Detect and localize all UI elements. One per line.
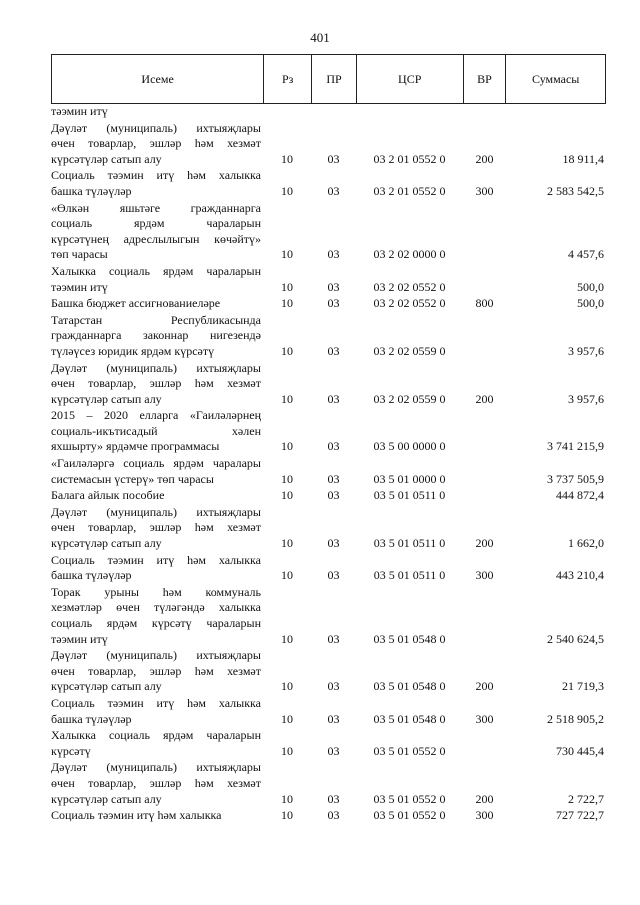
row-name-line: өчен товарлар, эшләр һәм хезмәт bbox=[51, 376, 261, 391]
table-row bbox=[51, 201, 606, 263]
row-csr: 03 2 02 0552 0 bbox=[373, 296, 446, 311]
row-pr: 03 bbox=[327, 279, 340, 294]
row-name-line: социаль-икътисадый хәлен bbox=[51, 423, 261, 438]
row-csr: 03 5 01 0552 0 bbox=[373, 808, 446, 823]
row-csr: 03 2 02 0559 0 bbox=[373, 391, 446, 406]
row-rz: 10 bbox=[281, 791, 293, 806]
row-name-line: «Өлкән яшьтәге гражданнарга bbox=[51, 200, 261, 215]
row-name bbox=[51, 104, 263, 120]
row-name-line: «Гаиләләргә социаль ярдәм чаралары bbox=[51, 456, 261, 471]
row-name-line: төп чарасы bbox=[51, 247, 108, 262]
row-name-line: 2015 – 2020 елларга «Гаиләләрнең bbox=[51, 408, 261, 423]
row-vr: 200 bbox=[475, 679, 494, 694]
row-csr: 03 5 01 0511 0 bbox=[373, 536, 446, 551]
row-vr: 800 bbox=[475, 296, 494, 311]
row-rz: 10 bbox=[281, 151, 293, 166]
row-rz: 10 bbox=[281, 488, 293, 503]
row-csr: 03 2 02 0559 0 bbox=[373, 343, 446, 358]
row-name-line: башка түләүләр bbox=[51, 568, 132, 583]
table-row bbox=[51, 168, 606, 199]
table-header bbox=[51, 54, 606, 104]
row-csr: 03 2 02 0552 0 bbox=[373, 279, 446, 294]
row-sum: 2 722,7 bbox=[568, 791, 604, 806]
row-sum: 1 662,0 bbox=[568, 536, 604, 551]
row-name-line: күрсәтү bbox=[51, 743, 91, 758]
table-row bbox=[51, 121, 606, 168]
row-name-line: Башка бюджет ассигнованиеләре bbox=[51, 296, 221, 311]
row-rz: 10 bbox=[281, 536, 293, 551]
row-rz: 10 bbox=[281, 247, 293, 262]
row-name-line: Халыкка социаль ярдәм чараларын bbox=[51, 728, 261, 743]
row-sum: 3 957,6 bbox=[568, 343, 604, 358]
row-name bbox=[51, 488, 263, 504]
header-sum: Суммасы bbox=[505, 55, 605, 103]
page-number: 401 bbox=[310, 30, 330, 45]
row-rz: 10 bbox=[281, 568, 293, 583]
table-row bbox=[51, 313, 606, 360]
row-name-line: өчен товарлар, эшләр һәм хезмәт bbox=[51, 520, 261, 535]
row-pr: 03 bbox=[327, 247, 340, 262]
row-name bbox=[51, 553, 263, 584]
row-pr: 03 bbox=[327, 631, 340, 646]
row-name bbox=[51, 728, 263, 759]
table-row bbox=[51, 361, 606, 408]
table-row bbox=[51, 760, 606, 807]
row-pr: 03 bbox=[327, 679, 340, 694]
row-name-line: Дәүләт (муниципаль) ихтыяҗлары bbox=[51, 648, 261, 663]
row-vr: 300 bbox=[475, 808, 494, 823]
row-name-line: өчен товарлар, эшләр һәм хезмәт bbox=[51, 663, 261, 678]
row-name-line: тәэмин итү bbox=[51, 104, 108, 118]
row-pr: 03 bbox=[327, 711, 340, 726]
row-name-line: Социаль тәэмин итү һәм халыкка bbox=[51, 552, 261, 567]
row-sum: 21 719,3 bbox=[562, 679, 604, 694]
row-name-line: системасын үстерү» төп чарасы bbox=[51, 471, 214, 486]
header-csr: ЦСР bbox=[356, 55, 463, 103]
row-name-line: Социаль тәэмин итү һәм халыкка bbox=[51, 695, 261, 710]
row-name-line: түләүсез юридик ярдәм күрсәтү bbox=[51, 343, 215, 358]
row-csr: 03 5 01 0548 0 bbox=[373, 679, 446, 694]
row-rz: 10 bbox=[281, 471, 293, 486]
table-row bbox=[51, 296, 606, 312]
row-sum: 3 737 505,9 bbox=[547, 471, 604, 486]
row-name-line: күрсәтүләр сатып алу bbox=[51, 391, 162, 406]
row-rz: 10 bbox=[281, 391, 293, 406]
row-name-line: Дәүләт (муниципаль) ихтыяҗлары bbox=[51, 120, 261, 135]
row-name bbox=[51, 296, 263, 312]
row-sum: 500,0 bbox=[577, 279, 604, 294]
row-name-line: өчен товарлар, эшләр һәм хезмәт bbox=[51, 775, 261, 790]
row-vr: 200 bbox=[475, 536, 494, 551]
table-row bbox=[51, 696, 606, 727]
row-pr: 03 bbox=[327, 151, 340, 166]
row-sum: 727 722,7 bbox=[556, 808, 604, 823]
row-name bbox=[51, 168, 263, 199]
row-pr: 03 bbox=[327, 439, 340, 454]
row-name-line: тәэмин итү bbox=[51, 279, 108, 294]
row-pr: 03 bbox=[327, 568, 340, 583]
row-pr: 03 bbox=[327, 743, 340, 758]
row-vr: 300 bbox=[475, 568, 494, 583]
row-name-line: башка түләүләр bbox=[51, 183, 132, 198]
row-name-line: күрсәтүләр сатып алу bbox=[51, 791, 162, 806]
table-row bbox=[51, 264, 606, 295]
table-row bbox=[51, 728, 606, 759]
row-name-line: күрсәтүләр сатып алу bbox=[51, 536, 162, 551]
row-sum: 444 872,4 bbox=[556, 488, 604, 503]
row-name bbox=[51, 696, 263, 727]
row-rz: 10 bbox=[281, 711, 293, 726]
row-name bbox=[51, 648, 263, 695]
row-name-line: яхшырту» ярдәмче программасы bbox=[51, 439, 220, 454]
row-csr: 03 5 01 0552 0 bbox=[373, 791, 446, 806]
row-vr: 200 bbox=[475, 391, 494, 406]
row-csr: 03 5 01 0548 0 bbox=[373, 631, 446, 646]
row-csr: 03 5 01 0511 0 bbox=[373, 488, 446, 503]
row-name bbox=[51, 264, 263, 295]
row-pr: 03 bbox=[327, 391, 340, 406]
row-csr: 03 5 01 0511 0 bbox=[373, 568, 446, 583]
row-name-line: башка түләүләр bbox=[51, 711, 132, 726]
table-row bbox=[51, 585, 606, 647]
row-rz: 10 bbox=[281, 296, 293, 311]
row-sum: 2 518 905,2 bbox=[547, 711, 604, 726]
row-rz: 10 bbox=[281, 279, 293, 294]
row-rz: 10 bbox=[281, 183, 293, 198]
row-csr: 03 5 00 0000 0 bbox=[373, 439, 446, 454]
row-name-line: социаль ярдәм күрсәтү чараларын bbox=[51, 616, 261, 630]
row-sum: 443 210,4 bbox=[556, 568, 604, 583]
row-name bbox=[51, 313, 263, 360]
row-pr: 03 bbox=[327, 536, 340, 551]
row-name-line: күрсәтүнең адреслылыгын көчәйтү» bbox=[51, 231, 261, 246]
row-name-line: Социаль тәэмин итү һәм халыкка bbox=[51, 808, 222, 823]
row-sum: 3 957,6 bbox=[568, 391, 604, 406]
row-name bbox=[51, 585, 263, 647]
row-sum: 3 741 215,9 bbox=[547, 439, 604, 454]
row-name-line: Дәүләт (муниципаль) ихтыяҗлары bbox=[51, 760, 261, 775]
table-row bbox=[51, 456, 606, 487]
row-name-line: тәэмин итү bbox=[51, 631, 108, 646]
row-sum: 4 457,6 bbox=[568, 247, 604, 262]
row-name bbox=[51, 456, 263, 487]
row-vr: 300 bbox=[475, 711, 494, 726]
header-name: Исеме bbox=[141, 71, 174, 86]
row-vr: 200 bbox=[475, 791, 494, 806]
row-name-line: Дәүләт (муниципаль) ихтыяҗлары bbox=[51, 504, 261, 519]
row-name-line: өчен товарлар, эшләр һәм хезмәт bbox=[51, 136, 261, 151]
row-pr: 03 bbox=[327, 791, 340, 806]
row-pr: 03 bbox=[327, 808, 340, 823]
row-csr: 03 2 02 0000 0 bbox=[373, 247, 446, 262]
header-vr: ВР bbox=[463, 55, 506, 103]
table-row bbox=[51, 408, 606, 455]
row-name-line: Дәүләт (муниципаль) ихтыяҗлары bbox=[51, 360, 261, 375]
row-sum: 730 445,4 bbox=[556, 743, 604, 758]
row-vr: 200 bbox=[475, 151, 494, 166]
row-name-line: Халыкка социаль ярдәм чараларын bbox=[51, 263, 261, 278]
row-name-line: күрсәтүләр сатып алу bbox=[51, 679, 162, 694]
row-name-line: Балага айлык пособие bbox=[51, 488, 165, 503]
table-row bbox=[51, 553, 606, 584]
table-row bbox=[51, 104, 606, 120]
row-name bbox=[51, 760, 263, 807]
row-sum: 2 540 624,5 bbox=[547, 631, 604, 646]
header-pr: ПР bbox=[311, 55, 356, 103]
row-pr: 03 bbox=[327, 183, 340, 198]
row-name bbox=[51, 121, 263, 168]
row-rz: 10 bbox=[281, 808, 293, 823]
row-name bbox=[51, 505, 263, 552]
row-csr: 03 5 01 0000 0 bbox=[373, 471, 446, 486]
row-name-line: күрсәтүләр сатып алу bbox=[51, 151, 162, 166]
row-name-line: гражданнарга законнар нигезендә bbox=[51, 328, 261, 343]
table-body bbox=[51, 104, 606, 825]
row-vr: 300 bbox=[475, 183, 494, 198]
row-name bbox=[51, 408, 263, 455]
row-rz: 10 bbox=[281, 439, 293, 454]
row-csr: 03 5 01 0548 0 bbox=[373, 711, 446, 726]
row-pr: 03 bbox=[327, 488, 340, 503]
table-row bbox=[51, 505, 606, 552]
row-pr: 03 bbox=[327, 471, 340, 486]
row-rz: 10 bbox=[281, 679, 293, 694]
row-sum: 2 583 542,5 bbox=[547, 183, 604, 198]
table-row bbox=[51, 488, 606, 504]
row-name-line: социаль ярдәм чараларын bbox=[51, 216, 261, 231]
row-name-line: Торак урыны һәм коммуналь bbox=[51, 584, 261, 599]
row-name-line: хезмәтләр өчен түләгәндә халыкка bbox=[51, 600, 261, 615]
table-row bbox=[51, 648, 606, 695]
header-rz: Рз bbox=[263, 55, 311, 103]
row-pr: 03 bbox=[327, 343, 340, 358]
row-name bbox=[51, 201, 263, 263]
row-rz: 10 bbox=[281, 343, 293, 358]
row-rz: 10 bbox=[281, 631, 293, 646]
row-rz: 10 bbox=[281, 743, 293, 758]
row-name-line: Социаль тәэмин итү һәм халыкка bbox=[51, 168, 261, 183]
row-csr: 03 2 01 0552 0 bbox=[373, 151, 446, 166]
row-sum: 500,0 bbox=[577, 296, 604, 311]
row-name-line: Татарстан Республикасында bbox=[51, 312, 261, 327]
row-name bbox=[51, 361, 263, 408]
row-pr: 03 bbox=[327, 296, 340, 311]
row-csr: 03 5 01 0552 0 bbox=[373, 743, 446, 758]
row-sum: 18 911,4 bbox=[562, 151, 604, 166]
row-csr: 03 2 01 0552 0 bbox=[373, 183, 446, 198]
row-name bbox=[51, 808, 263, 824]
table-row bbox=[51, 808, 606, 824]
